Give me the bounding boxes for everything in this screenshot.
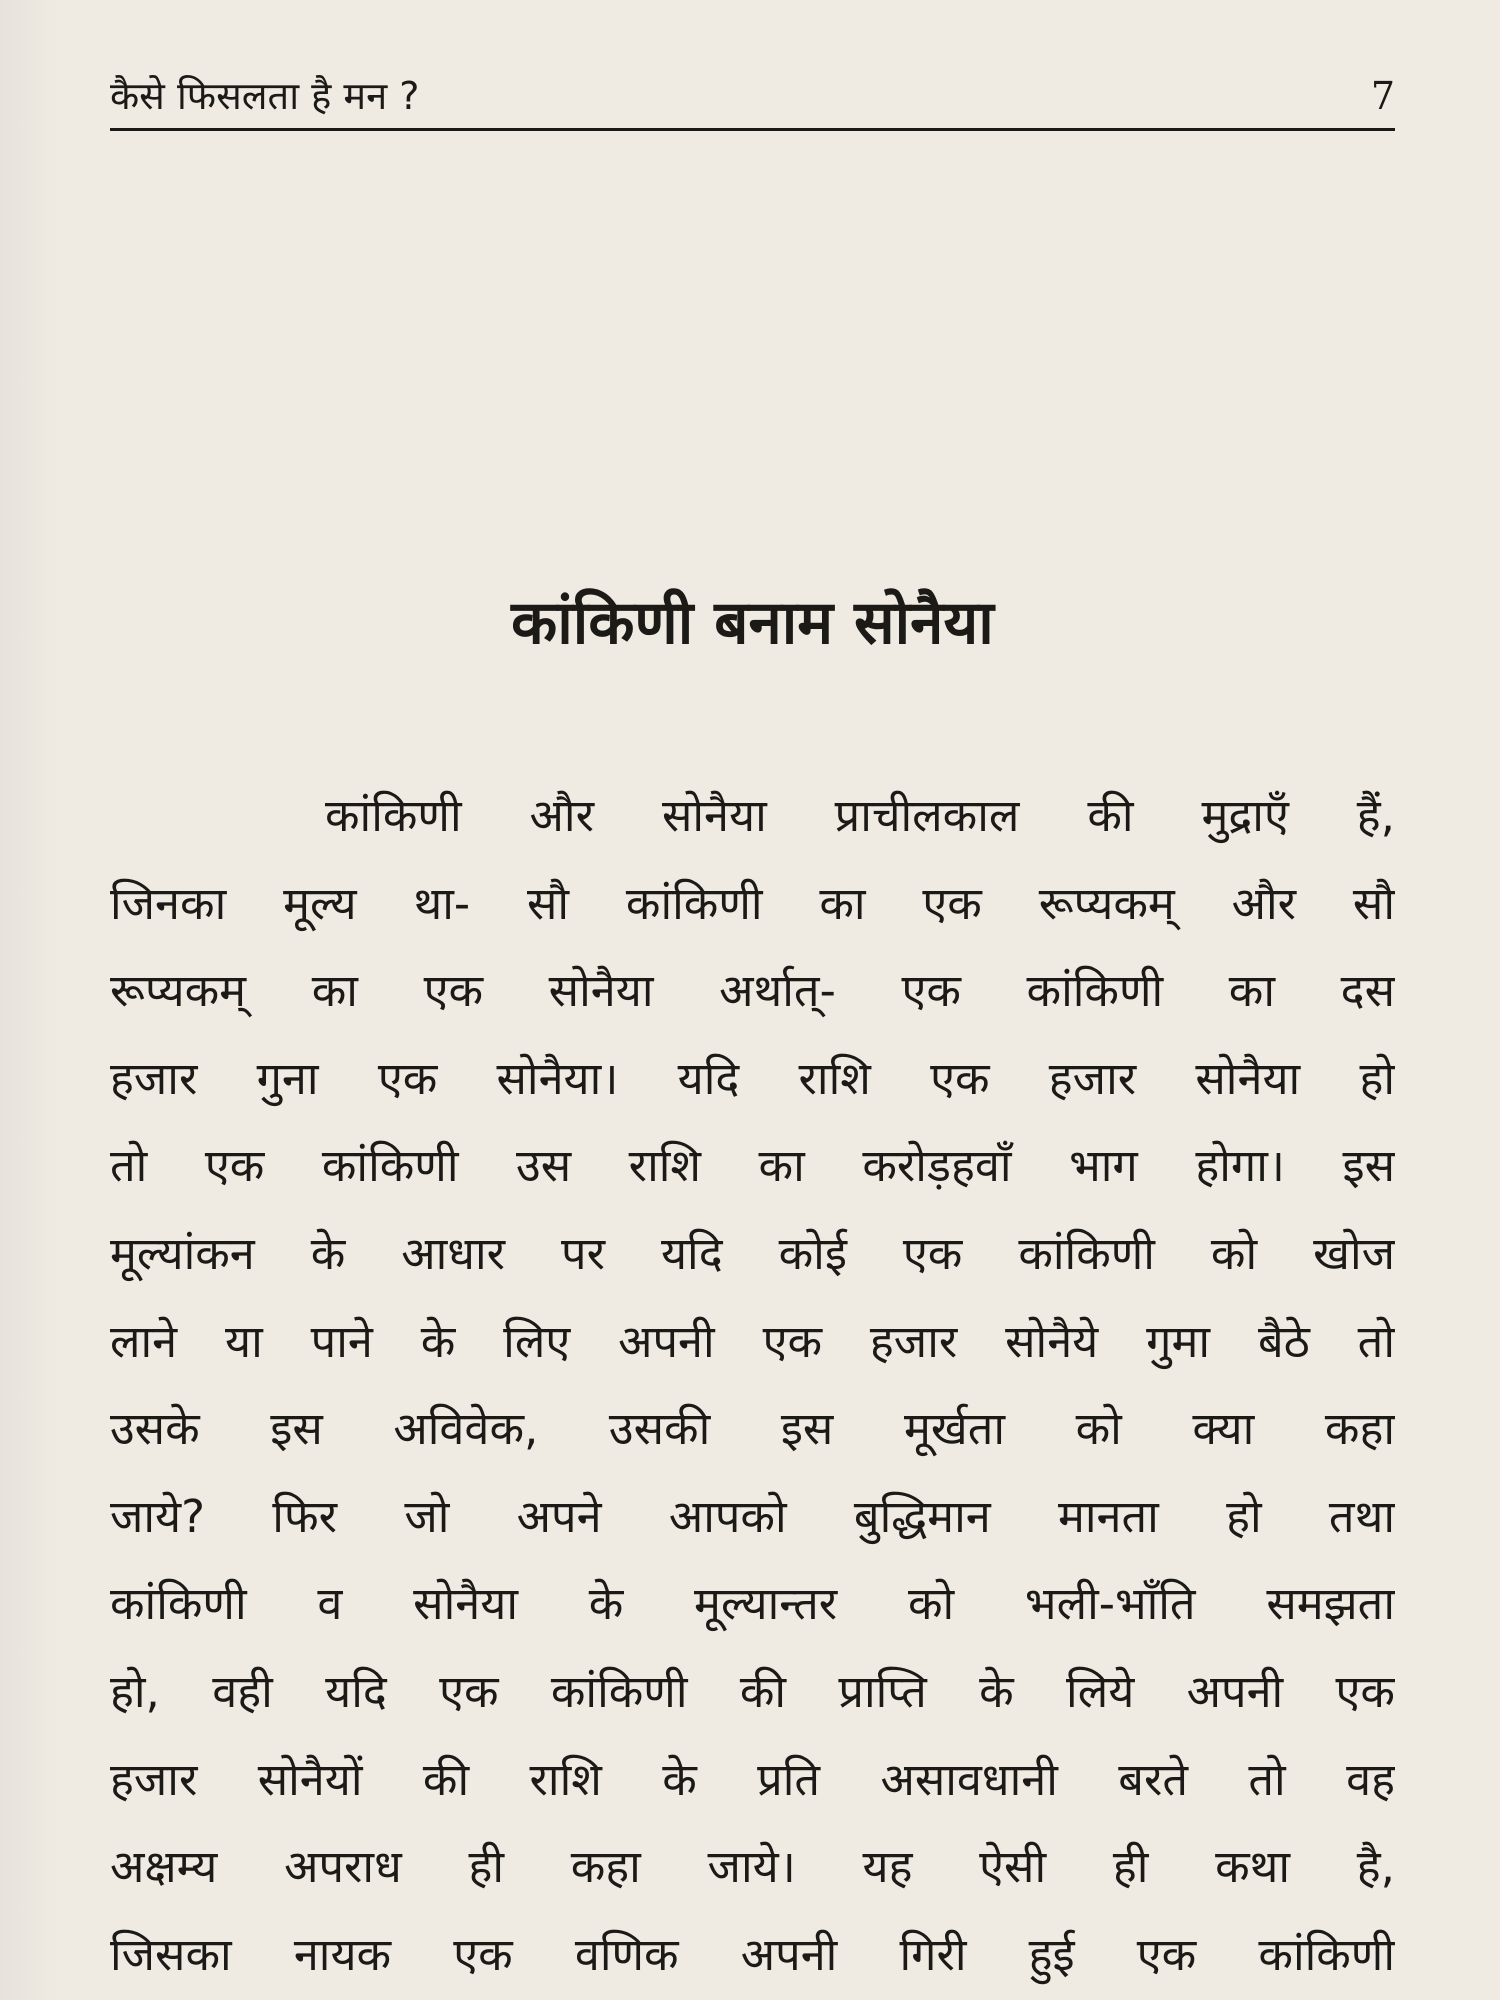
body-line: कांकिणी और सोनैया प्राचीलकाल की मुद्राएँ हैं,	[325, 789, 1395, 842]
chapter-title: कांकिणी बनाम सोनैया	[511, 588, 994, 658]
body-line: उसके इस अविवेक, उसकी इस मूर्खता को क्या कहा	[110, 1402, 1395, 1456]
body-line: रूप्यकम् का एक सोनैया अर्थात्- एक कांकिणी का दस	[110, 964, 1395, 1018]
running-title: कैसे फिसलता है मन ?	[110, 74, 420, 118]
body-line: तो एक कांकिणी उस राशि का करोड़हवाँ भाग होगा। इस	[110, 1139, 1395, 1193]
body-line: हजार गुना एक सोनैया। यदि राशि एक हजार सोनैया हो	[110, 1051, 1395, 1105]
body-line: जिनका मूल्य था- सौ कांकिणी का एक रूप्यकम् और सौ	[110, 876, 1395, 930]
header-rule	[110, 128, 1395, 131]
body-line: हजार सोनैयों की राशि के प्रति असावधानी बरते तो वह	[110, 1752, 1395, 1806]
body-line: जिसका नायक एक वणिक अपनी गिरी हुई एक कांकिणी	[110, 1927, 1395, 1981]
body-line: अक्षम्य अपराध ही कहा जाये। यह ऐसी ही कथा है,	[110, 1840, 1395, 1894]
body-text	[110, 772, 1395, 1998]
body-line: हो, वही यदि एक कांकिणी की प्राप्ति के लिये अपनी एक	[110, 1664, 1395, 1718]
running-header	[110, 68, 1395, 124]
body-line: लाने या पाने के लिए अपनी एक हजार सोनैये गुमा बैठे तो	[110, 1314, 1395, 1368]
body-line: जाये? फिर जो अपने आपको बुद्धिमान मानता हो तथा	[110, 1489, 1395, 1543]
page-number: 7	[1370, 74, 1395, 118]
body-line: कांकिणी व सोनैया के मूल्यान्तर को भली-भाँति समझता	[110, 1577, 1395, 1631]
body-line: मूल्यांकन के आधार पर यदि कोई एक कांकिणी को खोज	[110, 1226, 1395, 1280]
